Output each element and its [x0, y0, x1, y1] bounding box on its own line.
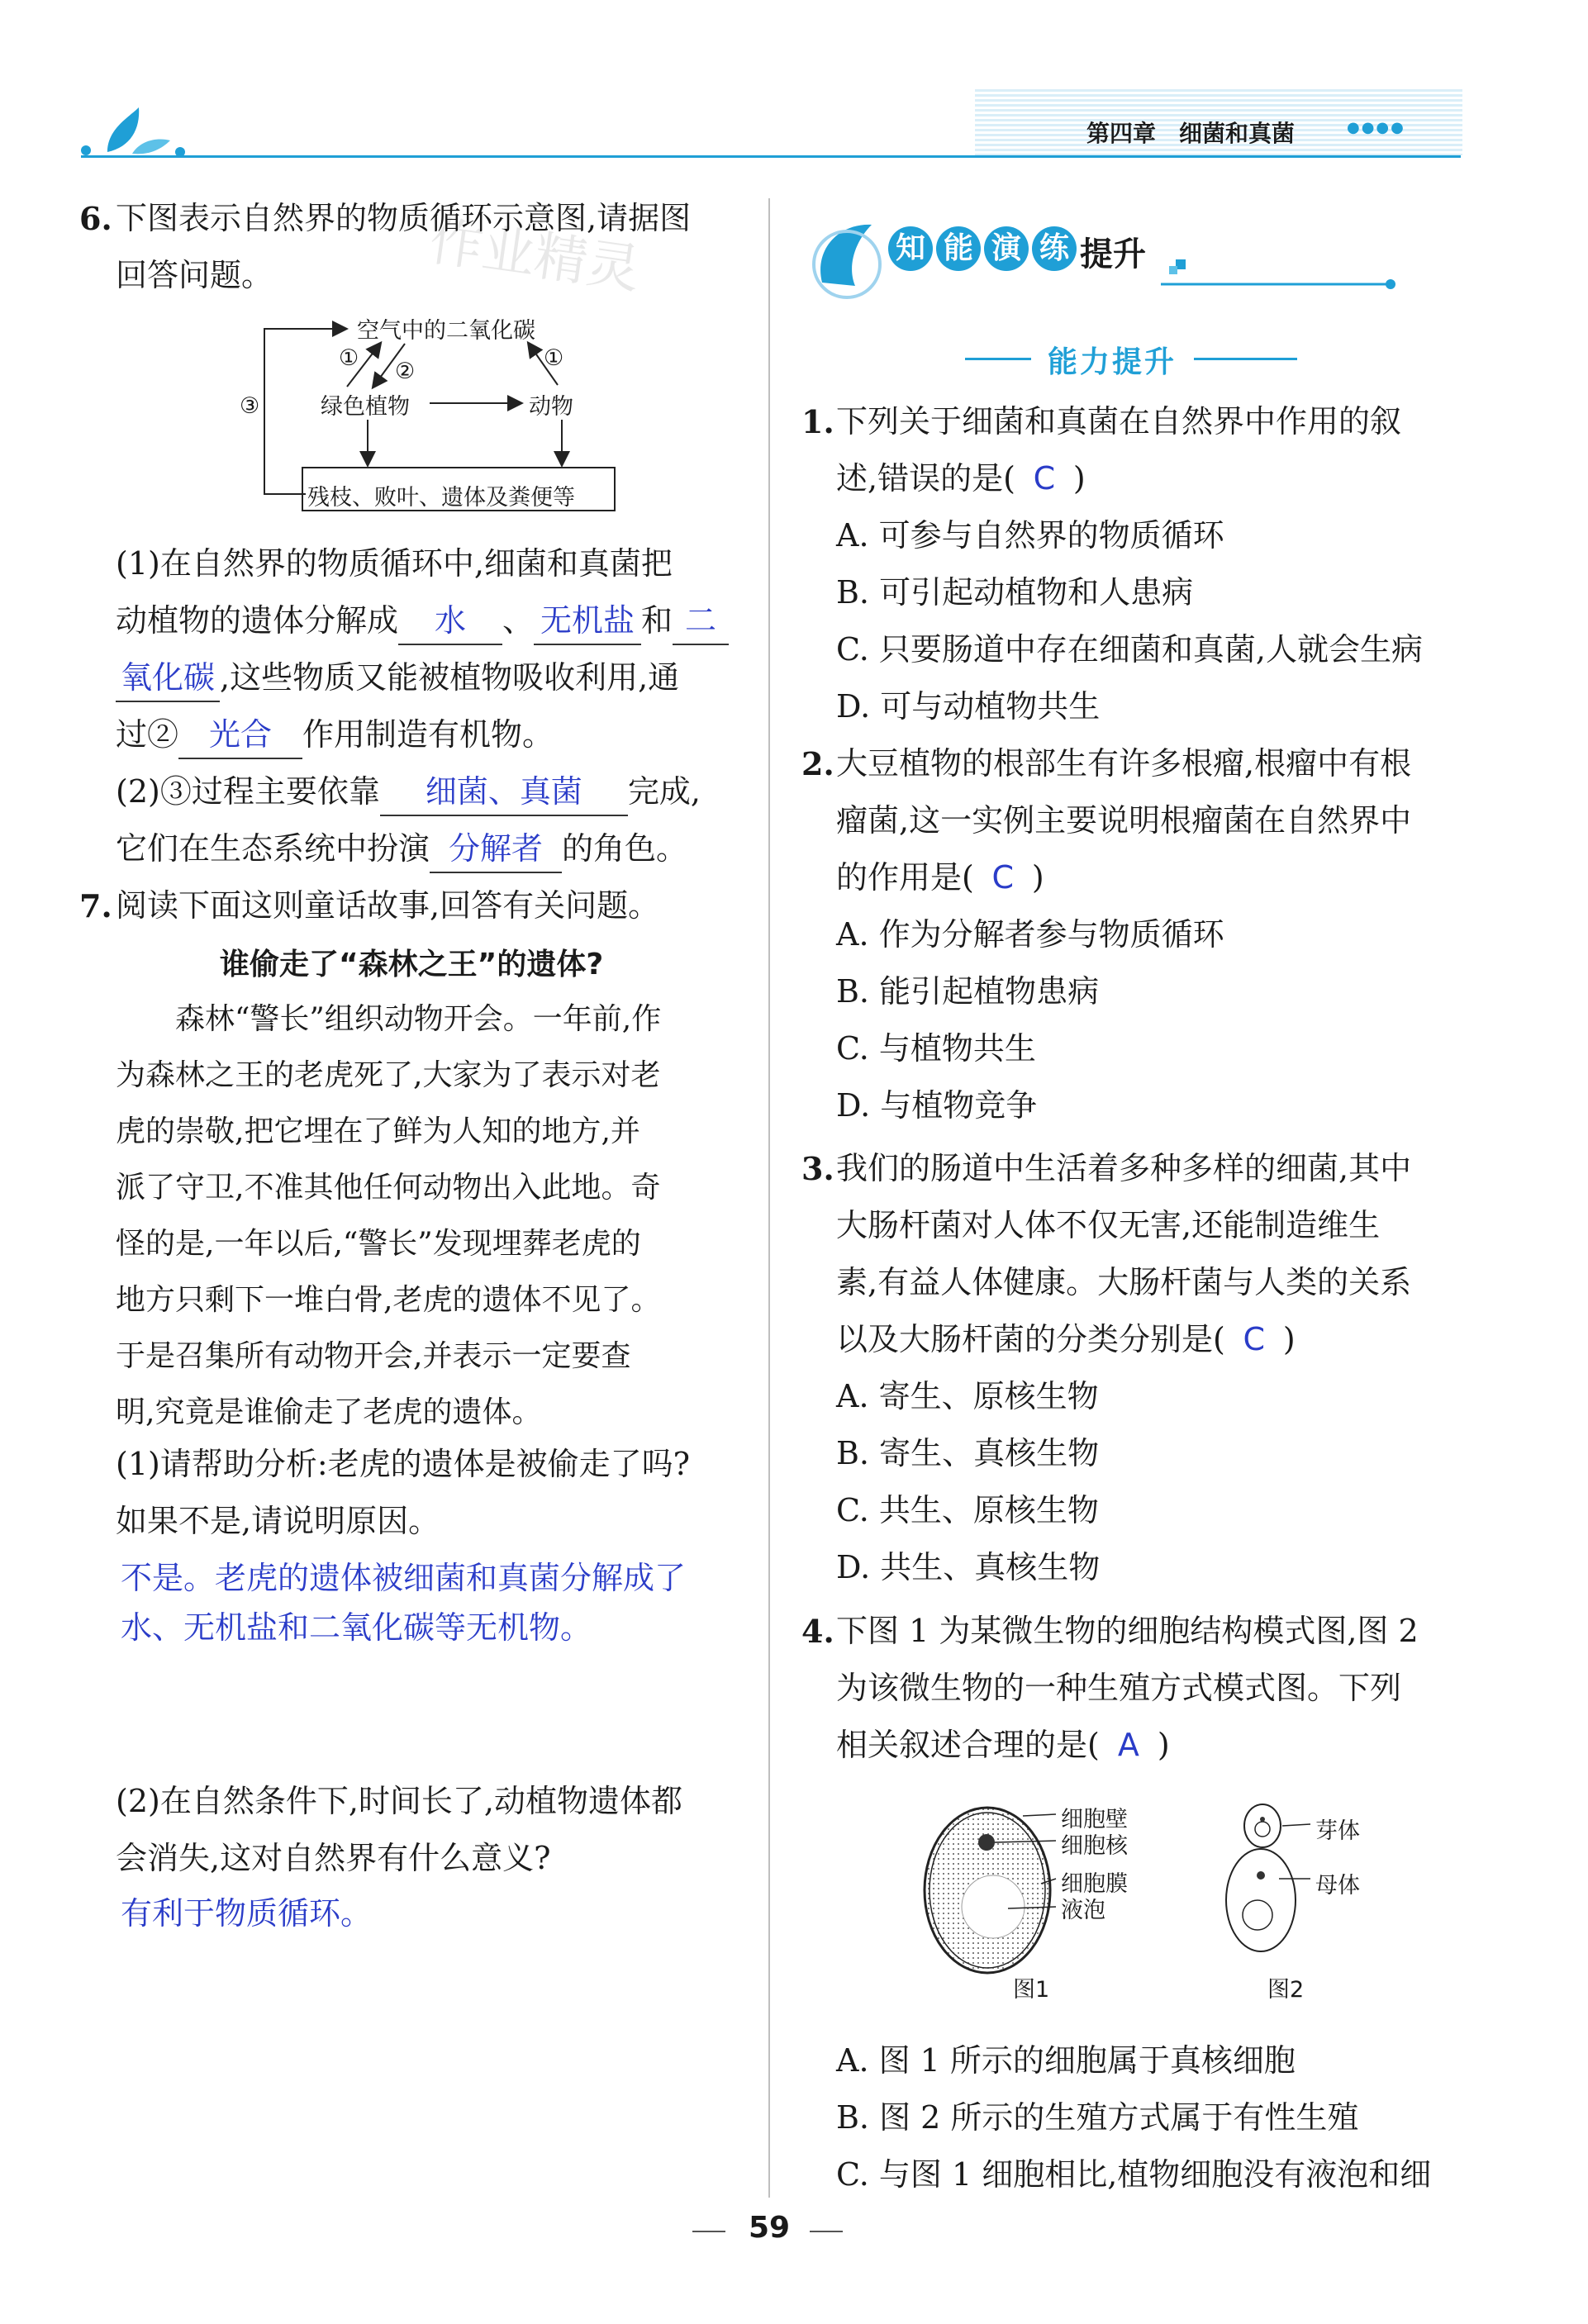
r3-num: 3.	[801, 1150, 834, 1187]
r3-stem-line3: 素,有益人体健康。大肠杆菌与人类的关系	[836, 1264, 1412, 1300]
column-divider	[768, 198, 770, 2198]
story-title: 谁偷走了“森林之王”的遗体?	[220, 948, 604, 981]
banner-char: 能	[936, 226, 981, 271]
r4-stem-line1: 下图 1 为某微生物的细胞结构模式图,图 2	[836, 1613, 1419, 1649]
caption-fig1: 图1	[1013, 1977, 1050, 2003]
r1-option-d: D. 可与动植物共生	[836, 688, 1101, 725]
q7-p2-line1: (2)在自然条件下,时间长了,动植物遗体都	[116, 1783, 682, 1819]
r4-option-b: B. 图 2 所示的生殖方式属于有性生殖	[836, 2099, 1359, 2136]
page-number: 59	[749, 2211, 791, 2245]
story-line: 虎的崇敬,把它埋在了鲜为人知的地方,并	[116, 1114, 640, 1148]
r3-stem-line4: 以及大肠杆菌的分类分别是( C )	[836, 1311, 1296, 1368]
r2-option-c: C. 与植物共生	[836, 1030, 1036, 1067]
label-mother: 母体	[1315, 1873, 1360, 1899]
diagram-mark-1b: ①	[544, 345, 564, 371]
r2-num: 2.	[801, 745, 834, 782]
label-vacuole: 液泡	[1061, 1898, 1105, 1923]
cell-figures	[917, 1793, 1380, 2008]
r3-answer: C	[1243, 1321, 1266, 1357]
answer-bacteria-fungi: 细菌、真菌	[380, 768, 628, 816]
q7-p1-line2: 如果不是,请说明原因。	[116, 1503, 440, 1539]
q7-p1-answer-line1: 不是。老虎的遗体被细菌和真菌分解成了	[121, 1560, 687, 1596]
subhead: 能力提升	[1048, 345, 1177, 379]
r3-stem-line1: 我们的肠道中生活着多种多样的细菌,其中	[836, 1150, 1412, 1186]
q6-p2-line1: (2)③过程主要依靠 细菌、真菌 完成,	[116, 763, 701, 820]
q6-stem-line2: 回答问题。	[116, 257, 273, 293]
q6-num: 6.	[79, 200, 112, 237]
q6-p1-line2: 动植物的遗体分解成 水 、 无机盐 和 二	[116, 592, 729, 649]
r3-stem-line2: 大肠杆菌对人体不仅无害,还能制造维生	[836, 1207, 1381, 1243]
banner-char: 练	[1032, 226, 1077, 271]
diagram-plants: 绿色植物	[321, 394, 410, 420]
watermark: 作业精灵	[426, 211, 644, 302]
r2-stem-line3: 的作用是( C )	[836, 849, 1044, 906]
r1-answer: C	[1033, 460, 1056, 497]
label-membrane: 细胞膜	[1061, 1871, 1128, 1897]
r2-option-a: A. 作为分解者参与物质循环	[836, 916, 1224, 953]
banner-suffix: 提升	[1080, 235, 1146, 273]
section-banner	[806, 216, 1400, 299]
subhead-line-right	[1194, 358, 1297, 360]
answer-water: 水	[398, 597, 502, 645]
r4-option-a: A. 图 1 所示的细胞属于真核细胞	[836, 2042, 1296, 2079]
r4-stem-line2: 为该微生物的一种生殖方式模式图。下列	[836, 1670, 1402, 1706]
story-line: 于是召集所有动物开会,并表示一定要查	[116, 1339, 631, 1373]
q6-p1-line1: (1)在自然界的物质循环中,细菌和真菌把	[116, 545, 673, 582]
label-cell-wall: 细胞壁	[1061, 1807, 1128, 1832]
label-bud: 芽体	[1315, 1818, 1360, 1844]
r2-stem-line1: 大豆植物的根部生有许多根瘤,根瘤中有根	[836, 745, 1412, 782]
q7-num: 7.	[79, 887, 112, 924]
label-nucleus: 细胞核	[1061, 1833, 1128, 1859]
r1-option-b: B. 可引起动植物和人患病	[836, 574, 1194, 611]
answer-co2-part2: 氧化碳	[116, 654, 220, 702]
r1-stem-line1: 下列关于细菌和真菌在自然界中作用的叙	[836, 403, 1402, 440]
story-line: 怪的是,一年以后,“警长”发现埋葬老虎的	[116, 1227, 641, 1261]
diagram-co2: 空气中的二氧化碳	[357, 318, 535, 344]
story-line: 明,究竟是谁偷走了老虎的遗体。	[116, 1395, 542, 1429]
r1-option-c: C. 只要肠道中存在细菌和真菌,人就会生病	[836, 631, 1423, 668]
q7-p2-answer: 有利于物质循环。	[121, 1895, 373, 1932]
q6-p2-line2: 它们在生态系统中扮演 分解者 的角色。	[116, 820, 687, 877]
subhead-line-left	[965, 358, 1031, 360]
answer-photosynthesis: 光合	[178, 711, 302, 759]
q6-p1-line3: 氧化碳 ,这些物质又能被植物吸收利用,通	[116, 649, 679, 706]
story-text	[116, 991, 661, 1441]
r3-option-d: D. 共生、真核生物	[836, 1549, 1101, 1585]
story-line: 森林“警长”组织动物开会。一年前,作	[116, 1002, 662, 1036]
r4-option-c: C. 与图 1 细胞相比,植物细胞没有液泡和细	[836, 2156, 1432, 2193]
yeast-nucleus	[978, 1834, 995, 1851]
story-line: 为森林之王的老虎死了,大家为了表示对老	[116, 1058, 661, 1092]
r2-option-d: D. 与植物竞争	[836, 1087, 1038, 1124]
answer-co2-part1: 二	[673, 597, 729, 645]
r2-answer: C	[991, 859, 1015, 896]
diagram-remains: 残枝、败叶、遗体及粪便等	[307, 485, 575, 511]
r1-num: 1.	[801, 403, 834, 440]
chapter-title: 第四章 细菌和真菌	[1086, 120, 1296, 147]
banner-char: 演	[984, 226, 1029, 271]
yeast-vacuole	[962, 1875, 1025, 1938]
r3-option-b: B. 寄生、真核生物	[836, 1435, 1100, 1471]
answer-decomposer: 分解者	[430, 825, 562, 873]
q7-p1-line1: (1)请帮助分析:老虎的遗体是被偷走了吗?	[116, 1446, 691, 1482]
r3-option-c: C. 共生、原核生物	[836, 1492, 1099, 1528]
banner-char: 知	[888, 226, 933, 271]
header-dots: ●●●●	[1347, 119, 1405, 136]
r1-stem-line2: 述,错误的是( C )	[836, 450, 1086, 507]
footer-dash-left	[692, 2231, 725, 2232]
bud-cell	[1244, 1804, 1281, 1847]
diagram-mark-1a: ①	[339, 345, 359, 371]
answer-salts: 无机盐	[534, 597, 641, 645]
q7-stem: 阅读下面这则童话故事,回答有关问题。	[116, 887, 660, 924]
r2-stem-line2: 瘤菌,这一实例主要说明根瘤菌在自然界中	[836, 802, 1412, 839]
q6-p1-line4: 过② 光合 作用制造有机物。	[116, 706, 554, 763]
diagram-mark-3: ③	[240, 393, 260, 419]
diagram-mark-2: ②	[395, 359, 416, 384]
footer-dash-right	[810, 2231, 843, 2232]
caption-fig2: 图2	[1267, 1977, 1305, 2003]
q7-p2-line2: 会消失,这对自然界有什么意义?	[116, 1840, 551, 1876]
r2-option-b: B. 能引起植物患病	[836, 973, 1100, 1010]
r4-stem-line3: 相关叙述合理的是( A )	[836, 1717, 1170, 1774]
r4-num: 4.	[801, 1613, 834, 1650]
q6-stem-line1: 下图表示自然界的物质循环示意图,请据图	[116, 200, 692, 236]
r3-option-a: A. 寄生、原核生物	[836, 1378, 1099, 1414]
q7-p1-answer-line2: 水、无机盐和二氧化碳等无机物。	[121, 1609, 592, 1646]
story-line: 地方只剩下一堆白骨,老虎的遗体不见了。	[116, 1283, 661, 1317]
r1-option-a: A. 可参与自然界的物质循环	[836, 517, 1224, 554]
r4-answer: A	[1117, 1727, 1139, 1763]
story-line: 派了守卫,不准其他任何动物出入此地。奇	[116, 1171, 661, 1205]
header-rule	[81, 155, 1461, 158]
diagram-animals: 动物	[529, 394, 573, 420]
